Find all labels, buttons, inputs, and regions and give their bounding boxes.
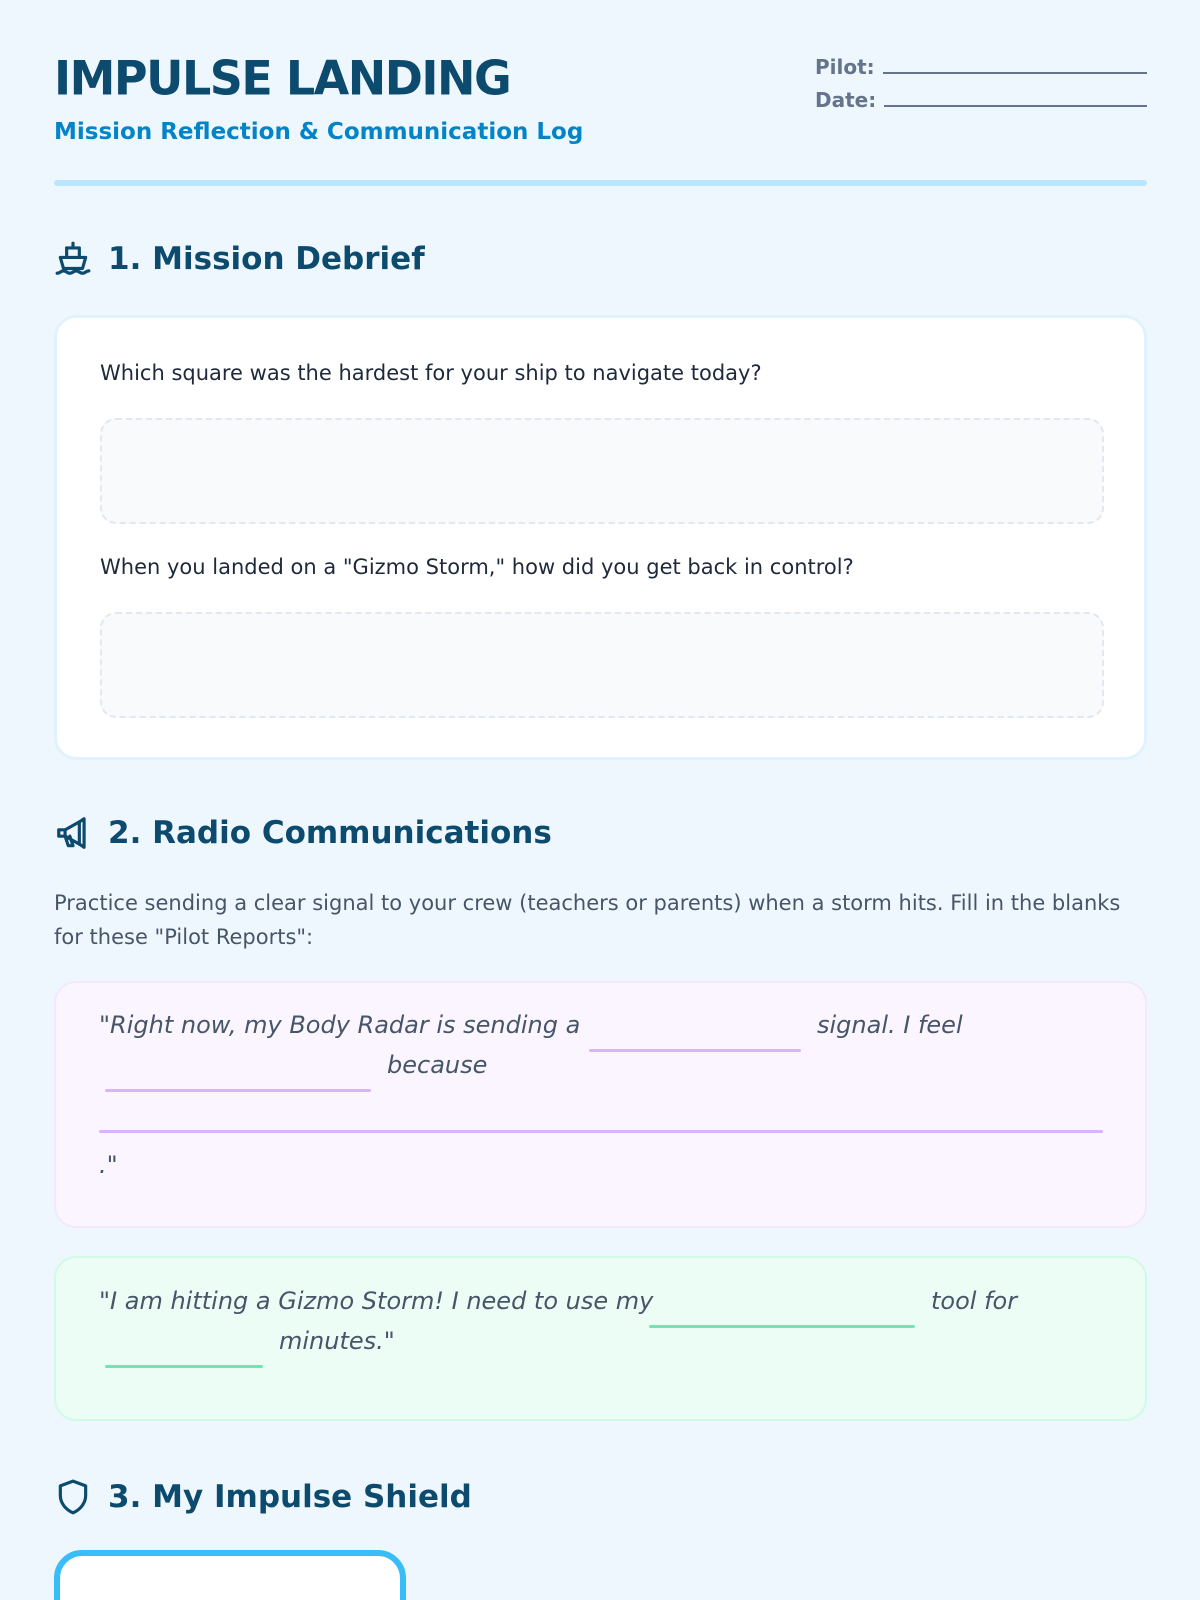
date-field[interactable] [884, 89, 1147, 107]
section-title: 1. Mission Debrief [108, 241, 425, 277]
pilot-report-gizmo-storm [54, 1256, 1147, 1421]
section-mission-debrief [54, 240, 425, 278]
radio-instructions: Practice sending a clear signal to your crew (teachers or parents) when a storm hits. Fill in the blanks for these "Pilot Reports": [54, 891, 1121, 949]
pilot-row [815, 55, 1147, 88]
ship-icon [54, 240, 92, 278]
answer-field-2[interactable] [100, 612, 1104, 718]
report-text: "I am hitting a Gizmo Storm! I need to use my [99, 1287, 654, 1315]
section-title: 2. Radio Communications [108, 815, 552, 851]
impulse-shield-box[interactable] [54, 1550, 406, 1600]
feeling-blank[interactable] [105, 1089, 371, 1092]
section-impulse-shield [54, 1478, 472, 1516]
worksheet-page [54, 0, 1147, 1515]
date-row [815, 88, 1147, 121]
tool-blank[interactable] [649, 1325, 915, 1328]
report-text: because [387, 1051, 488, 1079]
answer-field-1[interactable] [100, 418, 1104, 524]
page-title: IMPULSE LANDING [54, 50, 511, 106]
report-text: ." [99, 1151, 118, 1179]
pilot-report-body-radar [54, 981, 1147, 1228]
date-label: Date: [815, 88, 877, 112]
report-text: signal. I feel [817, 1011, 963, 1039]
worksheet-header [54, 0, 1147, 186]
report-text: "Right now, my Body Radar is sending a [99, 1011, 581, 1039]
section-radio-communications [54, 814, 552, 852]
pilot-label: Pilot: [815, 55, 875, 79]
section-title: 3. My Impulse Shield [108, 1479, 472, 1515]
header-divider [54, 180, 1147, 186]
report-text: minutes." [279, 1327, 395, 1355]
megaphone-icon [54, 814, 92, 852]
pilot-info [815, 55, 1147, 121]
shield-icon [54, 1478, 92, 1516]
pilot-field[interactable] [883, 56, 1147, 74]
minutes-blank[interactable] [105, 1365, 263, 1368]
question-2: When you landed on a "Gizmo Storm," how did you get back in control? [100, 555, 854, 579]
report-text: tool for [931, 1287, 1018, 1315]
debrief-card [54, 315, 1147, 760]
page-subtitle: Mission Reflection & Communication Log [54, 119, 584, 145]
reason-blank[interactable] [99, 1130, 1103, 1133]
question-1: Which square was the hardest for your ship to navigate today? [100, 361, 762, 385]
signal-blank[interactable] [589, 1049, 801, 1052]
